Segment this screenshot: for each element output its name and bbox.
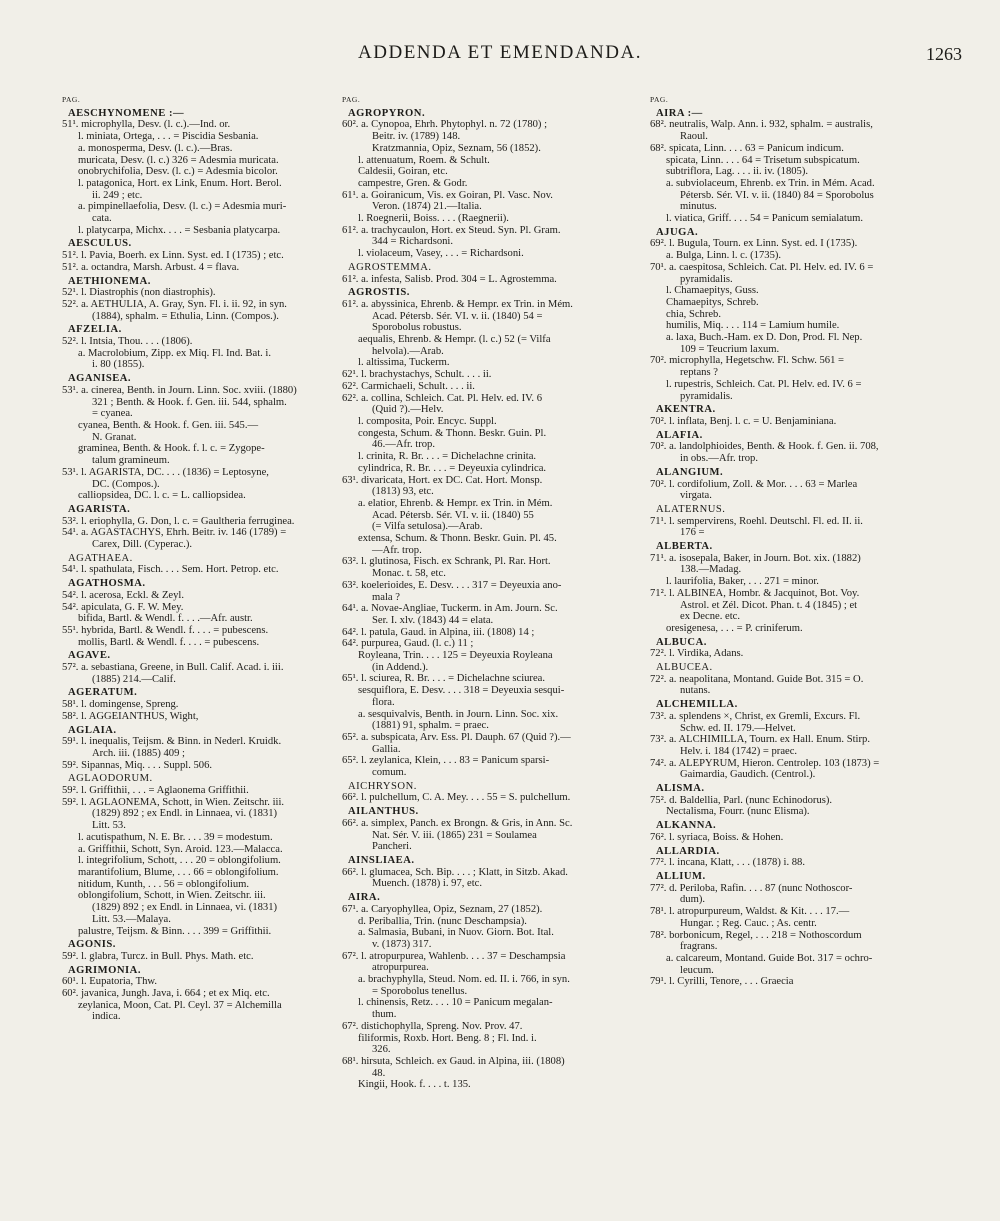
entry-line: Veron. (1874) 21.—Italia. — [372, 201, 482, 213]
genus-heading: ALBERTA. — [656, 541, 713, 553]
entry-line: 78¹. l. atropurpureum, Waldst. & Kit. . . . 17.— — [650, 906, 850, 918]
entry-line: 74². a. ALEPYRUM, Hieron. Centrolep. 103 (1873) = — [650, 757, 880, 769]
entry-line: 63¹. divaricata, Hort. ex DC. Cat. Hort. Monsp. — [342, 474, 543, 486]
entry-line: 78². borbonicum, Regel, . . . 218 = Nothoscordum — [650, 929, 862, 941]
entry-line: 53². l. eriophylla, G. Don, l. c. = Gaultheria ferruginea. — [62, 515, 295, 527]
entry-line: Raoul. — [680, 131, 708, 143]
genus-heading: ALLARDIA. — [656, 845, 720, 857]
entry-line: leucum. — [680, 964, 714, 976]
entry-line: 321 ; Benth. & Hook. f. Gen. iii. 544, sphalm. — [92, 396, 287, 408]
entry-line: 62². Carmichaeli, Schult. . . . ii. — [342, 380, 475, 392]
entry-line: 64². l. patula, Gaud. in Alpina, iii. (1808) 14 ; — [342, 626, 535, 638]
entry-line: —Afr. trop. — [372, 544, 422, 556]
entry-line: l. attenuatum, Roem. & Schult. — [358, 154, 490, 166]
entry-line: 65¹. l. sciurea, R. Br. . . . = Dichelachne sciurea. — [342, 673, 546, 685]
genus-heading: ALAFIA. — [656, 429, 703, 441]
entry-line: Acad. Pétersb. Sér. VI. v. ii. (1840) 55 — [372, 509, 534, 521]
entry-line: Pancheri. — [372, 841, 412, 853]
entry-line: nutans. — [680, 685, 711, 697]
entry-line: 138.—Madag. — [680, 564, 742, 576]
entry-line: 61². a. trachycaulon, Hort. ex Steud. Syn. Pl. Gram. — [342, 224, 561, 236]
entry-line: 67¹. a. Caryophyllea, Opiz, Seznam, 27 (1852). — [342, 903, 543, 915]
pag-label: PAG. — [342, 95, 361, 104]
entry-line: thum. — [372, 1009, 397, 1021]
genus-heading: AGROSTEMMA. — [348, 261, 432, 273]
entry-line: N. Granat. — [92, 431, 137, 443]
entry-line: 70². microphylla, Hegetschw. Fl. Schw. 561 = — [650, 355, 845, 367]
entry-line: cylindrica, R. Br. . . . = Deyeuxia cylindrica. — [358, 462, 547, 474]
genus-heading: AGARISTA. — [68, 503, 131, 515]
entry-line: cyanea, Benth. & Hook. f. Gen. iii. 545.— — [78, 419, 259, 431]
genus-heading: AILANTHUS. — [348, 806, 419, 818]
entry-line: 63². l. glutinosa, Fisch. ex Schrank, Pl. Rar. Hort. — [342, 556, 551, 568]
genus-heading: AICHRYSON. — [348, 780, 417, 792]
entry-line: 77². d. Periloba, Rafin. . . . 87 (nunc Nothoscor- — [650, 882, 853, 894]
entry-line: 63². koelerioides, E. Desv. . . . 317 = Deyeuxia ano- — [342, 579, 562, 591]
entry-line: 54². apiculata, G. F. W. Mey. — [62, 601, 184, 613]
entry-line: 68². spicata, Linn. . . . 63 = Panicum indicum. — [650, 142, 844, 154]
entry-line: 73². a. splendens ×, Christ, ex Gremli, Excurs. Fl. — [650, 710, 861, 722]
genus-heading: ALATERNUS. — [656, 503, 726, 515]
entry-line: Hungar. ; Reg. Cauc. ; As. centr. — [680, 917, 817, 929]
genus-heading: AGATHOSMA. — [68, 578, 146, 590]
entry-line: i. 80 (1855). — [92, 359, 145, 371]
entry-line: marantifolium, Blume, . . . 66 = oblongifolium. — [78, 867, 279, 878]
genus-heading: AJUGA. — [656, 226, 699, 238]
entry-line: comum. — [372, 767, 407, 779]
entry-line: Schw. ed. II. 179.—Helvet. — [680, 722, 796, 734]
entry-line: (1829) 892 ; ex Endl. in Linnaea, vi. (1831) — [92, 808, 278, 820]
entry-line: chia, Schreb. — [666, 308, 722, 320]
entry-line: l. Roegnerii, Boiss. . . . (Raegnerii). — [358, 213, 509, 225]
entry-line: 61². a. infesta, Salisb. Prod. 304 = L. Agrostemma. — [342, 273, 557, 285]
entry-line: campestre, Gren. & Godr. — [358, 177, 468, 189]
entry-line: 73². a. ALCHIMILLA, Tourn. ex Hall. Enum. Stirp. — [650, 734, 870, 746]
entry-line: Astrol. et Zél. Dicot. Phan. t. 4 (1845) ; et — [680, 599, 858, 611]
entry-line: 109 = Teucrium laxum. — [680, 343, 780, 355]
genus-heading: AINSLIAEA. — [348, 855, 415, 866]
entry-line: helvola).—Arab. — [372, 345, 444, 357]
genus-heading: AGERATUM. — [68, 687, 138, 699]
genus-heading: AFZELIA. — [68, 324, 122, 336]
entry-line: spicata, Linn. . . . 64 = Trisetum subspicatum. — [666, 154, 860, 166]
entry-line: (1829) 892 ; ex Endl. in Linnaea, vi. (1831) — [92, 902, 278, 914]
entry-line: 59². l. Griffithii, . . . = Aglaonema Griffithii. — [62, 785, 249, 797]
genus-heading: AGROSTIS. — [348, 287, 410, 299]
entry-line: mollis, Bartl. & Wendl. f. . . . = pubescens. — [78, 636, 260, 648]
entry-line: 62¹. l. brachystachys, Schult. . . . ii. — [342, 369, 492, 381]
entry-line: l. acutispathum, N. E. Br. . . . 39 = modestum. — [78, 831, 273, 843]
entry-line: ii. 249 ; etc. — [92, 189, 143, 201]
entry-line: 51¹. microphylla, Desv. (l. c.).—Ind. or. — [62, 119, 231, 131]
entry-line: 79¹. l. Cyrilli, Tenore, . . . Graecia — [650, 976, 794, 988]
entry-line: Kratzmannia, Opiz, Seznam, 56 (1852). — [372, 142, 541, 154]
entry-line: 59². l. AGLAONEMA, Schott, in Wien. Zeitschr. iii. — [62, 796, 285, 808]
entry-line: congesta, Schum. & Thonn. Beskr. Guin. Pl. — [358, 427, 547, 439]
entry-line: l. integrifolium, Schott, . . . 20 = oblongifolium. — [78, 855, 281, 867]
genus-heading: AGANISEA. — [68, 373, 132, 385]
entry-line: virgata. — [680, 490, 712, 502]
entry-line: 344 = Richardsoni. — [372, 236, 454, 248]
entry-line: Litt. 53. — [92, 820, 126, 832]
entry-line: subtriflora, Lag. . . . ii. iv. (1805). — [666, 166, 809, 178]
entry-line: 77². l. incana, Klatt, . . . (1878) i. 88. — [650, 857, 805, 869]
entry-line: Kingii, Hook. f. . . . t. 135. — [358, 1079, 471, 1091]
genus-heading: AGROPYRON. — [348, 107, 426, 119]
entry-line: Beitr. iv. (1789) 148. — [372, 131, 461, 143]
entry-line: 326. — [372, 1044, 391, 1056]
entry-line: l. crinita, R. Br. . . . = Dichelachne crinita. — [358, 451, 537, 463]
entry-line: d. Periballia, Trin. (nunc Deschampsia). — [358, 915, 527, 927]
entry-line: a. calcareum, Montand. Guide Bot. 317 = ochro- — [666, 952, 873, 964]
entry-line: 54¹. a. AGASTACHYS, Ehrh. Beitr. iv. 146 (1789) = — [62, 527, 287, 539]
genus-heading: AKENTRA. — [656, 404, 716, 416]
entry-line: nitidum, Kunth, . . . 56 = oblongifolium. — [78, 878, 250, 890]
genus-heading: AETHIONEMA. — [68, 275, 151, 287]
entry-line: 68¹. hirsuta, Schleich. ex Gaud. in Alpina, iii. (1808) — [342, 1055, 565, 1067]
entry-line: (1884), sphalm. = Ethulia, Linn. (Compos.). — [92, 310, 279, 322]
genus-heading: AIRA. — [348, 892, 381, 904]
entry-line: 65². l. zeylanica, Klein, . . . 83 = Panicum sparsi- — [342, 755, 550, 767]
entry-line: 68². neutralis, Walp. Ann. i. 932, sphalm. = australis, — [650, 119, 873, 131]
entry-line: Helv. i. 184 (1742) = praec. — [680, 745, 798, 757]
entry-line: mala ? — [372, 591, 400, 603]
entry-line: filiformis, Roxb. Hort. Beng. 8 ; Fl. Ind. i. — [358, 1032, 537, 1044]
entry-line: Nectalisma, Fourr. (nunc Elisma). — [666, 806, 810, 818]
entry-line: 64². purpurea, Gaud. (l. c.) 11 ; — [342, 638, 474, 650]
entry-line: 52¹. l. Diastrophis (non diastrophis). — [62, 287, 216, 299]
entry-line: 66². l. pulchellum, C. A. Mey. . . . 55 = S. pulchellum. — [342, 792, 571, 804]
entry-line: a. elatior, Ehrenb. & Hempr. ex Trin. in Mém. — [358, 497, 553, 509]
entry-line: l. rupestris, Schleich. Cat. Pl. Helv. ed. IV. 6 = — [666, 378, 862, 390]
genus-heading: ALLIUM. — [656, 871, 706, 882]
entry-line: pyramidalis. — [680, 273, 733, 285]
entry-line: 67². distichophylla, Spreng. Nov. Prov. 47. — [342, 1020, 523, 1032]
entry-line: l. violaceum, Vasey, . . . = Richardsoni. — [358, 248, 524, 260]
entry-line: l. platycarpa, Michx. . . . = Sesbania platycarpa. — [78, 224, 281, 236]
entry-line: Monac. t. 58, etc. — [372, 568, 446, 580]
column-left — [62, 94, 352, 1209]
entry-line: zeylanica, Moon, Cat. Pl. Ceyl. 37 = Alchemilla — [78, 999, 282, 1011]
entry-line: 66². l. glumacea, Sch. Bip. . . . ; Klatt, in Sitzb. Akad. — [342, 866, 568, 878]
entry-line: 61¹. a. Goiranicum, Vis. ex Goiran, Pl. Vasc. Nov. — [342, 189, 553, 201]
entry-line: 57². a. sebastiana, Greene, in Bull. Calif. Acad. i. iii. — [62, 662, 284, 674]
entry-line: 60¹. l. Eupatoria, Thw. — [62, 976, 157, 988]
entry-line: 76². l. syriaca, Boiss. & Hohen. — [650, 831, 784, 843]
entry-line: a. Macrolobium, Zipp. ex Miq. Fl. Ind. Bat. i. — [78, 347, 272, 359]
entry-line: muricata, Desv. (l. c.) 326 = Adesmia muricata. — [78, 154, 279, 166]
genus-heading: AIRA :— — [656, 107, 703, 119]
entry-line: 55¹. hybrida, Bartl. & Wendl. f. . . . = pubescens. — [62, 624, 269, 636]
entry-line: 71². l. ALBINEA, Hombr. & Jacquinot, Bot. Voy. — [650, 587, 860, 599]
entry-line: a. Griffithii, Schott, Syn. Aroid. 123.—Malacca. — [78, 843, 283, 855]
entry-line: Litt. 53.—Malaya. — [92, 913, 171, 925]
entry-line: (Quid ?).—Helv. — [372, 404, 444, 416]
entry-line: 70². l. cordifolium, Zoll. & Mor. . . . 63 = Marlea — [650, 478, 858, 490]
entry-line: sesquiflora, E. Desv. . . . 318 = Deyeuxia sesqui- — [358, 685, 565, 697]
genus-heading: ALBUCA. — [656, 636, 707, 648]
entry-line: Gallia. — [372, 743, 401, 755]
genus-heading: ALANGIUM. — [656, 466, 724, 478]
entry-line: Acad. Pétersb. Sér. VI. v. ii. (1840) 54 = — [372, 310, 543, 322]
entry-line: 176 = — [680, 527, 705, 539]
genus-heading: AGATHAEA. — [68, 552, 133, 564]
entry-line: (1881) 91, sphalm. = praec. — [372, 720, 489, 732]
entry-line: a. brachyphylla, Steud. Nom. ed. II. i. 766, in syn. — [358, 974, 570, 986]
entry-line: 70². a. landolphioides, Benth. & Hook. f. Gen. ii. 708, — [650, 441, 879, 453]
entry-line: l. patagonica, Hort. ex Link, Enum. Hort. Berol. — [78, 177, 282, 189]
page-number: 1263 — [926, 44, 962, 64]
entry-line: a. Salmasia, Bubani, in Nuov. Giorn. Bot. Ital. — [358, 927, 554, 939]
entry-line: humilis, Miq. . . . 114 = Lamium humile. — [666, 320, 840, 332]
entry-line: l. miniata, Ortega, . . . = Piscidia Sesbania. — [78, 131, 259, 143]
entry-line: flora. — [372, 696, 395, 708]
entry-line: Sporobolus robustus. — [372, 322, 462, 334]
entry-line: 54². l. acerosa, Eckl. & Zeyl. — [62, 589, 185, 601]
entry-line: talum gramineum. — [92, 455, 170, 467]
entry-line: 71¹. a. isosepala, Baker, in Journ. Bot. xix. (1882) — [650, 552, 861, 564]
entry-line: = Sporobolus tenellus. — [372, 985, 468, 997]
genus-heading: ALKANNA. — [656, 820, 717, 832]
genus-heading: ALCHEMILLA. — [656, 699, 738, 711]
entry-line: extensa, Schum. & Thonn. Beskr. Guin. Pl. 45. — [358, 533, 557, 545]
entry-line: 59². l. glabra, Turcz. in Bull. Phys. Math. etc. — [62, 950, 254, 962]
entry-line: a. pimpinellaefolia, Desv. (l. c.) = Adesmia muri- — [78, 201, 287, 213]
entry-line: Royleana, Trin. . . . 125 = Deyeuxia Royleana — [358, 650, 553, 662]
entry-line: 70². l. inflata, Benj. l. c. = U. Benjaminiana. — [650, 415, 837, 427]
entry-line: = cyanea. — [92, 408, 133, 420]
entry-line: 52². a. AETHULIA, A. Gray, Syn. Fl. i. ii. 92, in syn. — [62, 298, 287, 310]
entry-line: indica. — [92, 1011, 121, 1023]
entry-line: graminea, Benth. & Hook. f. l. c. = Zygope- — [78, 443, 265, 455]
entry-line: 54¹. l. spathulata, Fisch. . . . Sem. Hort. Petrop. etc. — [62, 564, 279, 576]
entry-line: 64¹. a. Novae-Angliae, Tuckerm. in Am. Journ. Sc. — [342, 603, 558, 615]
entry-line: Arch. iii. (1885) 409 ; — [92, 747, 185, 759]
genus-heading: AESCHYNOMENE :— — [68, 107, 185, 119]
entry-line: a. subviolaceum, Ehrenb. ex Trin. in Mém. Acad. — [666, 177, 875, 189]
entry-line: ex Decne. etc. — [680, 611, 740, 623]
entry-line: reptans ? — [680, 367, 718, 379]
entry-line: 58². l. AGGEIANTHUS, Wight, — [62, 710, 199, 722]
entry-line: l. altissima, Tuckerm. — [358, 357, 450, 369]
entry-line: 66². a. simplex, Panch. ex Brongn. & Gris, in Ann. Sc. — [342, 817, 573, 829]
entry-line: 60². javanica, Jungh. Java, i. 664 ; et ex Miq. etc. — [62, 988, 270, 1000]
genus-heading: ALBUCEA. — [656, 662, 713, 674]
entry-line: a. Bulga, Linn. l. c. (1735). — [666, 250, 782, 262]
entry-line: (1885) 214.—Calif. — [92, 673, 176, 685]
entry-line: Gaimardia, Gaudich. (Centrol.). — [680, 769, 816, 781]
entry-line: 72². l. Virdika, Adans. — [650, 648, 744, 660]
entry-line: Carex, Dill. (Cyperac.). — [92, 539, 193, 551]
entry-line: 52². l. Intsia, Thou. . . . (1806). — [62, 336, 193, 348]
entry-line: (= Vilfa setulosa).—Arab. — [372, 521, 483, 533]
entry-line: 61². a. abyssinica, Ehrenb. & Hempr. ex Trin. in Mém. — [342, 298, 573, 310]
entry-line: (1813) 93, etc. — [372, 486, 434, 498]
pag-label: PAG. — [650, 95, 669, 104]
entry-line: 51². a. octandra, Marsh. Arbust. 4 = flava. — [62, 261, 240, 273]
genus-heading: AGAVE. — [68, 650, 111, 662]
entry-line: pyramidalis. — [680, 390, 733, 402]
entry-line: atropurpurea. — [372, 962, 429, 974]
entry-line: 69². l. Bugula, Tourn. ex Linn. Syst. ed. I (1735). — [650, 238, 858, 250]
entry-line: 58¹. l. domingense, Spreng. — [62, 699, 179, 711]
entry-line: 65². a. subspicata, Arv. Ess. Pl. Dauph. 67 (Quid ?).— — [342, 731, 571, 743]
entry-line: a. monosperma, Desv. (l. c.).—Bras. — [78, 142, 233, 154]
entry-line: Ser. I. xlv. (1843) 44 = elata. — [372, 614, 494, 626]
entry-line: a. laxa, Buch.-Ham. ex D. Don, Prod. Fl. Nep. — [666, 332, 863, 344]
genus-heading: AGONIS. — [68, 939, 116, 951]
entry-line: 67². l. atropurpurea, Wahlenb. . . . 37 = Deschampsia — [342, 950, 566, 962]
entry-line: Muench. (1878) i. 97, etc. — [372, 878, 483, 890]
entry-line: Chamaepitys, Schreb. — [666, 296, 759, 308]
entry-line: fragrans. — [680, 941, 718, 953]
entry-line: bifida, Bartl. & Wendl. f. . . .—Afr. austr. — [78, 613, 253, 625]
genus-heading: AGRIMONIA. — [68, 964, 141, 976]
entry-line: Caldesii, Goiran, etc. — [358, 166, 448, 178]
page-title: ADDENDA ET EMENDANDA. — [358, 42, 642, 63]
entry-line: l. laurifolia, Baker, . . . 271 = minor. — [666, 576, 819, 588]
entry-line: calliopsidea, DC. l. c. = L. calliopsidea. — [78, 490, 246, 502]
entry-line: dum). — [680, 894, 706, 906]
entry-line: palustre, Teijsm. & Binn. . . . 399 = Griffithii. — [78, 925, 272, 937]
entry-line: a. sesquivalvis, Benth. in Journ. Linn. Soc. xix. — [358, 708, 559, 720]
entry-line: (in Addend.). — [372, 661, 429, 673]
entry-line: l. chinensis, Retz. . . . 10 = Panicum megalan- — [358, 997, 553, 1009]
entry-line: 75². d. Baldellia, Parl. (nunc Echinodorus). — [650, 794, 833, 806]
entry-line: l. Chamaepitys, Guss. — [666, 285, 759, 297]
entry-line: 71¹. l. sempervirens, Roehl. Deutschl. Fl. ed. II. ii. — [650, 515, 863, 527]
entry-line: l. viatica, Griff. . . . 54 = Panicum semialatum. — [666, 213, 864, 225]
entry-line: 48. — [372, 1067, 386, 1079]
entry-line: 59². Sipannas, Miq. . . . Suppl. 506. — [62, 759, 213, 771]
entry-line: v. (1873) 317. — [372, 938, 432, 950]
entry-line: oblongifolium, Schott, in Wien. Zeitschr. iii. — [78, 890, 266, 902]
entry-line: minutus. — [680, 201, 717, 213]
genus-heading: AGLAODORUM. — [68, 773, 153, 785]
entry-line: cata. — [92, 213, 112, 225]
entry-line: onobrychifolia, Desv. (l. c.) = Adesmia bicolor. — [78, 166, 278, 178]
entry-line: 60². a. Cynopoa, Ehrh. Phytophyl. n. 72 (1780) ; — [342, 119, 548, 131]
entry-line: in obs.—Afr. trop. — [680, 453, 758, 465]
genus-heading: AGLAIA. — [68, 724, 117, 736]
entry-line: 53¹. a. cinerea, Benth. in Journ. Linn. Soc. xviii. (1880) — [62, 384, 297, 396]
entry-line: 72². a. neapolitana, Montand. Guide Bot. 315 = O. — [650, 673, 864, 685]
entry-line: 51². l. Pavia, Boerh. ex Linn. Syst. ed. I (1735) ; etc. — [62, 250, 284, 262]
entry-line: 53¹. l. AGARISTA, DC. . . . (1836) = Leptosyne, — [62, 466, 269, 478]
column-middle — [342, 94, 632, 1209]
entry-line: DC. (Compos.). — [92, 478, 160, 490]
column-right — [650, 94, 940, 1209]
entry-line: Pétersb. Sér. VI. v. ii. (1840) 84 = Sporobolus — [680, 189, 874, 201]
entry-line: 70¹. a. caespitosa, Schleich. Cat. Pl. Helv. ed. IV. 6 = — [650, 261, 874, 273]
entry-line: 59¹. l. inequalis, Teijsm. & Binn. in Nederl. Kruidk. — [62, 736, 282, 748]
entry-line: 62². a. collina, Schleich. Cat. Pl. Helv. ed. IV. 6 — [342, 392, 543, 404]
entry-line: aequalis, Ehrenb. & Hempr. (l. c.) 52 (= Vilfa — [358, 334, 551, 346]
pag-label: PAG. — [62, 95, 81, 104]
entry-line: l. composita, Poir. Encyc. Suppl. — [358, 415, 497, 427]
entry-line: Nat. Sér. V. iii. (1865) 231 = Soulamea — [372, 829, 537, 841]
genus-heading: AESCULUS. — [68, 238, 132, 250]
entry-line: 46.—Afr. trop. — [372, 439, 435, 451]
genus-heading: ALISMA. — [656, 783, 705, 795]
entry-line: oresigenesa, . . . = P. criniferum. — [666, 622, 803, 634]
